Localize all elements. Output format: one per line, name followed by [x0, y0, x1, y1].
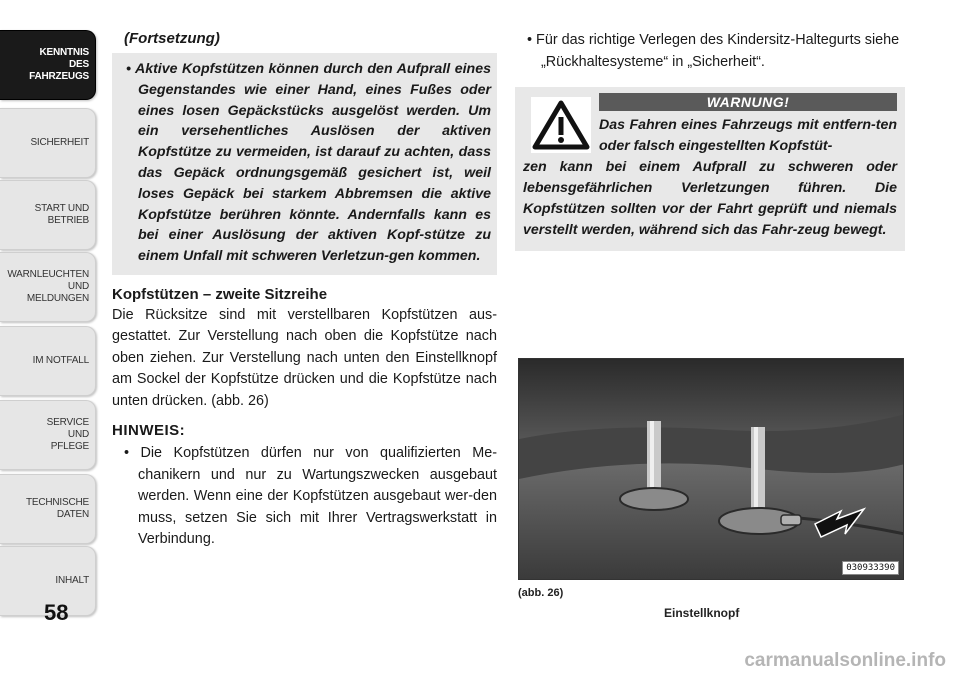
section-title: Kopfstützen – zweite Sitzreihe: [112, 285, 328, 303]
caution-text: • Aktive Kopfstützen können durch den Aufprall eines Gegenstandes wie einer Hand, eines Fußes oder eines losen Gepäckstücks ausgelöst werden. Um ein versehentliches Auslösen der aktiven Kopfstütze zu vermeiden, ist darauf zu achten, dass das Gepäck ordnungsgemäß gesichert ist, weil loses Gepäck bei starkem Abbremsen die aktive Kopfstütze berühren könnte. Andernfalls kann es bei einer Auslösung der aktiven Kopf-stütze zu einem Unfall mit schweren Verletzun-gen kommen.: [126, 61, 491, 265]
note-title: HINWEIS:: [112, 422, 186, 440]
warning-title: WARNUNG!: [599, 93, 897, 111]
tab-inhalt[interactable]: INHALT: [0, 546, 96, 616]
page-number: 58: [44, 600, 69, 625]
tab-start-und-betrieb[interactable]: START UND BETRIEB: [0, 180, 96, 250]
headrest-figure: [518, 358, 904, 580]
right-column: [515, 30, 905, 251]
note-bullet: • Die Kopfstützen dürfen nur von qualifizierten Me-chanikern und nur zu Wartungszwecken ausgebaut werden. Wenn eine der Kopfstützen ausgebaut wer-den muss, setzen Sie sich mit Ihrer Vertragswerkstatt in Verbindung.: [124, 445, 497, 548]
chapter-tabs: [0, 0, 100, 640]
figure-code: 030933390: [842, 561, 899, 575]
tab-warnleuchten-und-meldungen[interactable]: WARNLEUCHTEN UND MELDUNGEN: [0, 252, 96, 322]
warning-triangle-icon: [531, 97, 591, 153]
watermark: carmanualsonline.info: [744, 650, 946, 671]
figure-number: (abb. 26): [518, 587, 564, 599]
tab-technische-daten[interactable]: TECHNISCHE DATEN: [0, 474, 96, 544]
continuation-label: (Fortsetzung): [124, 30, 220, 47]
tab-service-und-pflege[interactable]: SERVICE UND PFLEGE: [0, 400, 96, 470]
figure-caption: Einstellknopf: [664, 606, 740, 620]
tab-im-notfall[interactable]: IM NOTFALL: [0, 326, 96, 396]
warning-text-rest: zen kann bei einem Aufprall zu schweren oder lebensgefährlichen Verletzungen führen. Die Kopfstützen sollten vor der Fahrt geprüft und niemals verstellt werden, während sich das Fahr-zeug bewegt.: [523, 159, 897, 238]
section-body: Die Rücksitze sind mit verstellbaren Kopfstützen aus-gestattet. Zur Verstellung nach oben die Kopfstütze nach oben ziehen. Zur Verstellung nach unten den Einstellknopf am Sockel der Kopfstütze drücken und die Kopfstütze nach unten drücken. (abb. 26): [112, 306, 497, 409]
tab-sicherheit[interactable]: SICHERHEIT: [0, 108, 96, 178]
warning-text-first: Das Fahren eines Fahrzeugs mit entfern-ten oder falsch eingestellten Kopfstüt-: [599, 117, 897, 154]
tab-kenntnis-des-fahrzeugs[interactable]: KENNTNIS DES FAHRZEUGS: [0, 30, 96, 100]
left-column: [112, 30, 497, 551]
child-seat-bullet: • Für das richtige Verlegen des Kindersitz-Haltegurts siehe „Rückhaltesysteme“ in „Sicherheit“.: [527, 32, 900, 70]
caution-box: [112, 53, 497, 275]
warning-box: [515, 87, 905, 251]
headrest-photo-illustration: [519, 359, 904, 580]
